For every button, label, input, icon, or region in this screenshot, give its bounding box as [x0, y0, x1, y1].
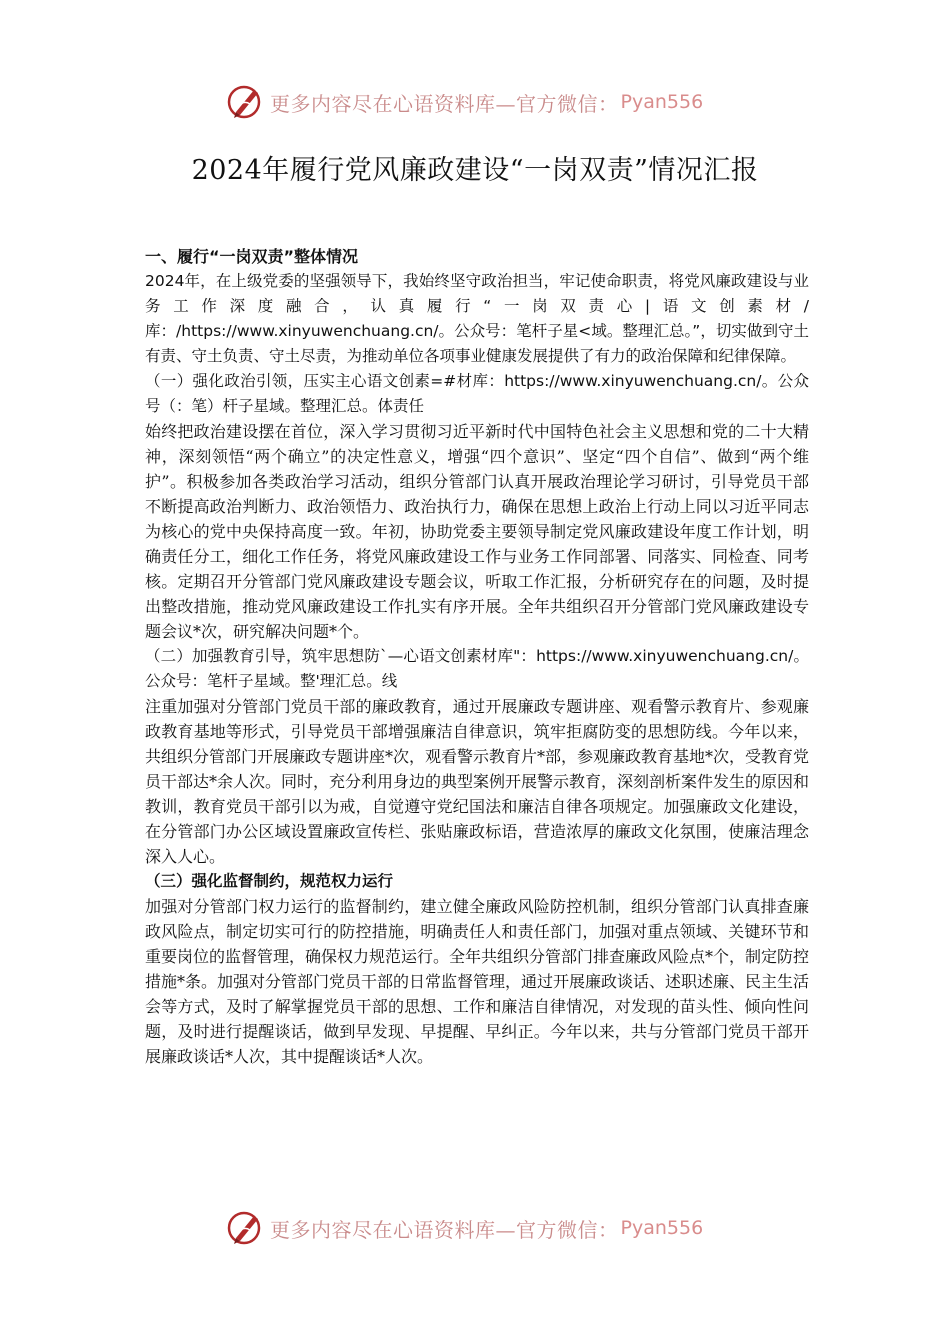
- pen-logo-icon: [226, 82, 266, 122]
- banner-text: 更多内容尽在心语资料库—官方微信：: [270, 91, 619, 116]
- banner-text: 更多内容尽在心语资料库—官方微信：: [270, 1217, 619, 1242]
- intro-paragraph: 2024年，在上级党委的坚强领导下，我始终坚守政治担当，牢记使命职责，将党风廉政建设与业务工作深度融合，认真履行“一岗双责心|语文创素材/库：/https://www.xinyuwenchuang.cn/。公众号：笔杆子星<域。整理汇总。”，切实做到守土有责、守土负责、守土尽责，为推动单位各项事业健康发展提供了有力的政治保障和纪律保障。: [145, 272, 809, 365]
- subsection-3-heading: （三）强化监督制约，规范权力运行: [145, 872, 394, 890]
- banner-wechat-id: Pyan556: [620, 91, 704, 113]
- section-heading: 一、履行“一岗双责”整体情况: [145, 247, 359, 266]
- subsection-1-heading: （一）强化政治引领，压实主心语文创素=#材库：https://www.xinyuwenchuang.cn/。公众号（：笔）杆子星域。整理汇总。体责任: [145, 372, 809, 415]
- document-body: [145, 244, 809, 1069]
- subsection-2-body: 注重加强对分管部门党员干部的廉政教育，通过开展廉政专题讲座、观看警示教育片、参观廉政教育基地等形式，引导党员干部增强廉洁自律意识，筑牢拒腐防变的思想防线。今年以来，共组织分管部门开展廉政专题讲座*次，观看警示教育片*部，参观廉政教育基地*次，受教育党员干部达*余人次。同时，充分利用身边的典型案例开展警示教育，深刻剖析案件发生的原因和教训，教育党员干部引以为戒，自觉遵守党纪国法和廉洁自律各项规定。加强廉政文化建设，在分管部门办公区域设置廉政宣传栏、张贴廉政标语，营造浓厚的廉政文化氛围，使廉洁理念深入人心。: [145, 697, 810, 866]
- header-banner: [226, 80, 746, 124]
- pen-logo-icon: [226, 1208, 266, 1248]
- subsection-3-body: 加强对分管部门权力运行的监督制约，建立健全廉政风险防控机制，组织分管部门认真排查廉政风险点，制定切实可行的防控措施，明确责任人和责任部门，加强对重点领域、关键环节和重要岗位的监督管理，确保权力规范运行。全年共组织分管部门排查廉政风险点*个，制定防控措施*条。加强对分管部门党员干部的日常监督管理，通过开展廉政谈话、述职述廉、民主生活会等方式，及时了解掌握党员干部的思想、工作和廉洁自律情况，对发现的苗头性、倾向性问题，及时进行提醒谈话，做到早发现、早提醒、早纠正。今年以来，共与分管部门党员干部开展廉政谈话*人次，其中提醒谈话*人次。: [145, 897, 810, 1066]
- page-title: 2024年履行党风廉政建设“一岗双责”情况汇报: [191, 155, 759, 186]
- banner-wechat-id: Pyan556: [620, 1217, 704, 1239]
- subsection-2-heading: （二）加强教育引导，筑牢思想防`—心语文创素材库"：https://www.xinyuwenchuang.cn/。公众号：笔杆子星域。整'理汇总。线: [145, 647, 809, 690]
- subsection-1-body: 始终把政治建设摆在首位，深入学习贯彻习近平新时代中国特色社会主义思想和党的二十大精神，深刻领悟“两个确立”的决定性意义，增强“四个意识”、坚定“四个自信”、做到“两个维护”。积极参加各类政治学习活动，组织分管部门认真开展政治理论学习研讨，引导党员干部不断提高政治判断力、政治领悟力、政治执行力，确保在思想上政治上行动上同以习近平同志为核心的党中央保持高度一致。年初，协助党委主要领导制定党风廉政建设年度工作计划，明确责任分工，细化工作任务，将党风廉政建设工作与业务工作同部署、同落实、同检查、同考核。定期召开分管部门党风廉政建设专题会议，听取工作汇报，分析研究存在的问题，及时提出整改措施，推动党风廉政建设工作扎实有序开展。全年共组织召开分管部门党风廉政建设专题会议*次，研究解决问题*个。: [145, 422, 809, 641]
- footer-banner: [226, 1206, 746, 1250]
